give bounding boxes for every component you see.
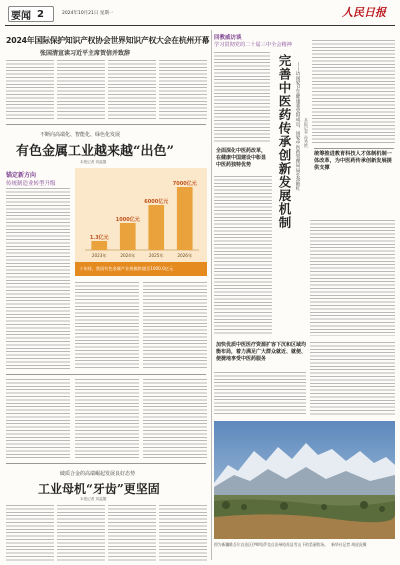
chart-bar: [91, 241, 107, 250]
interview-body-2: [312, 40, 395, 144]
section-badge: [8, 6, 54, 22]
section-name: 要闻: [11, 10, 31, 22]
chart-bar: [148, 205, 164, 250]
chart-category-label: 2026年: [177, 253, 193, 258]
chart-bar: [120, 223, 136, 250]
article-industry-body-6: [143, 379, 207, 459]
article-bottom-body-1: [6, 505, 54, 561]
question-1: 全面深化中医药改革，在健康中国建设中彰显中医药独特优势: [216, 148, 267, 168]
mountain-pasture-image: [214, 421, 395, 539]
chart-category-label: 2023年: [91, 253, 107, 258]
chart-banner: [75, 262, 207, 276]
chart-data-label: 7000亿元: [172, 181, 197, 187]
byline-bottom: 本报记者 刘温馨: [80, 497, 107, 501]
interview-body-1: [214, 52, 270, 144]
vertical-subhead: ——访国家卫生健康委党组成员、国家中医药管理局局长余艳红: [295, 62, 300, 191]
headline-top: 2024年国际保护知识产权协会世界知识产权大会在杭州开幕: [6, 36, 210, 45]
page-number: 2: [37, 8, 44, 20]
interview-body-6: [310, 342, 395, 416]
revenue-bar-chart: [75, 168, 207, 262]
article-bottom-body-4: [159, 505, 207, 561]
interview-body-3: [214, 176, 272, 336]
photo-caption-text: 图为新疆维吾尔自治区伊犁哈萨克自治州昭苏县雪山下的美丽牧场。: [214, 542, 328, 547]
interview-tag: 回教威访谈: [214, 35, 242, 41]
headline-bottom: 工业母机“牙齿”更坚固: [38, 482, 160, 496]
article-top-body-1: [6, 60, 54, 120]
kicker-industry: 不断向高端化、智能化、绿色化发展: [40, 132, 121, 138]
masthead: [0, 0, 400, 26]
article-bottom-body-2: [57, 505, 105, 561]
article-industry-body-5: [75, 379, 139, 459]
article-industry-body-3: [143, 282, 207, 370]
newspaper-logo: 人民日报: [342, 6, 386, 19]
article-top-body-3: [108, 60, 156, 120]
interview-body-4: [310, 220, 395, 336]
interview-byline: 本报记者 孙秀艳: [304, 118, 309, 148]
article-industry-body-4: [6, 379, 70, 459]
subhead-top: 张国清宣读习近平主席贺信并致辞: [40, 50, 131, 57]
byline-industry: 本报记者 刘温馨: [80, 160, 107, 164]
chart-panel: [75, 168, 207, 276]
photo-caption: [214, 542, 395, 547]
question-2: 加快优质中医医疗资源扩容下沉和区域均衡布局，着力满足广大群众就近、就便、便捷地享受中医药服务: [216, 342, 307, 362]
article-industry-body-1: [6, 188, 70, 370]
article-top-body-2: [57, 60, 105, 120]
interview-body-5: [214, 372, 306, 416]
chart-footer: 十年间，我国有色金属产业规模跨越至1000.0亿元: [79, 266, 174, 271]
vertical-headline: 完善中医药传承创新发展机制: [277, 54, 292, 230]
chart-data-label: 1.3亿元: [89, 235, 109, 241]
side-box: 统筹推进教育科技人才体制机制一体改革，为中医药传承创新发展提供支撑: [314, 148, 394, 172]
interview-kicker: 学习贯彻党的二十届三中全会精神: [214, 42, 292, 48]
landscape-photo: [214, 421, 395, 539]
sidebar-tag: 锚定新方向: [6, 172, 37, 179]
chart-data-label: 6000亿元: [144, 199, 169, 205]
issue-date: 2024年10月21日 星期一: [62, 11, 114, 16]
chart-category-label: 2024年: [120, 253, 136, 258]
article-top-body-4: [159, 60, 207, 120]
chart-bar: [177, 187, 193, 250]
chart-category-label: 2025年: [148, 253, 164, 258]
sidebar-title: 传统制造业转型升级: [6, 181, 56, 187]
article-bottom-body-3: [108, 505, 156, 561]
chart-data-label: 1000亿元: [115, 217, 140, 223]
article-industry-body-2: [75, 282, 139, 370]
headline-industry: 有色金属工业越来越“出色”: [16, 144, 174, 159]
kicker-bottom: 破质合金的高端崛起发展良好态势: [60, 471, 136, 477]
photo-credit: 新华社记者 胡虎虎摄: [331, 542, 367, 547]
